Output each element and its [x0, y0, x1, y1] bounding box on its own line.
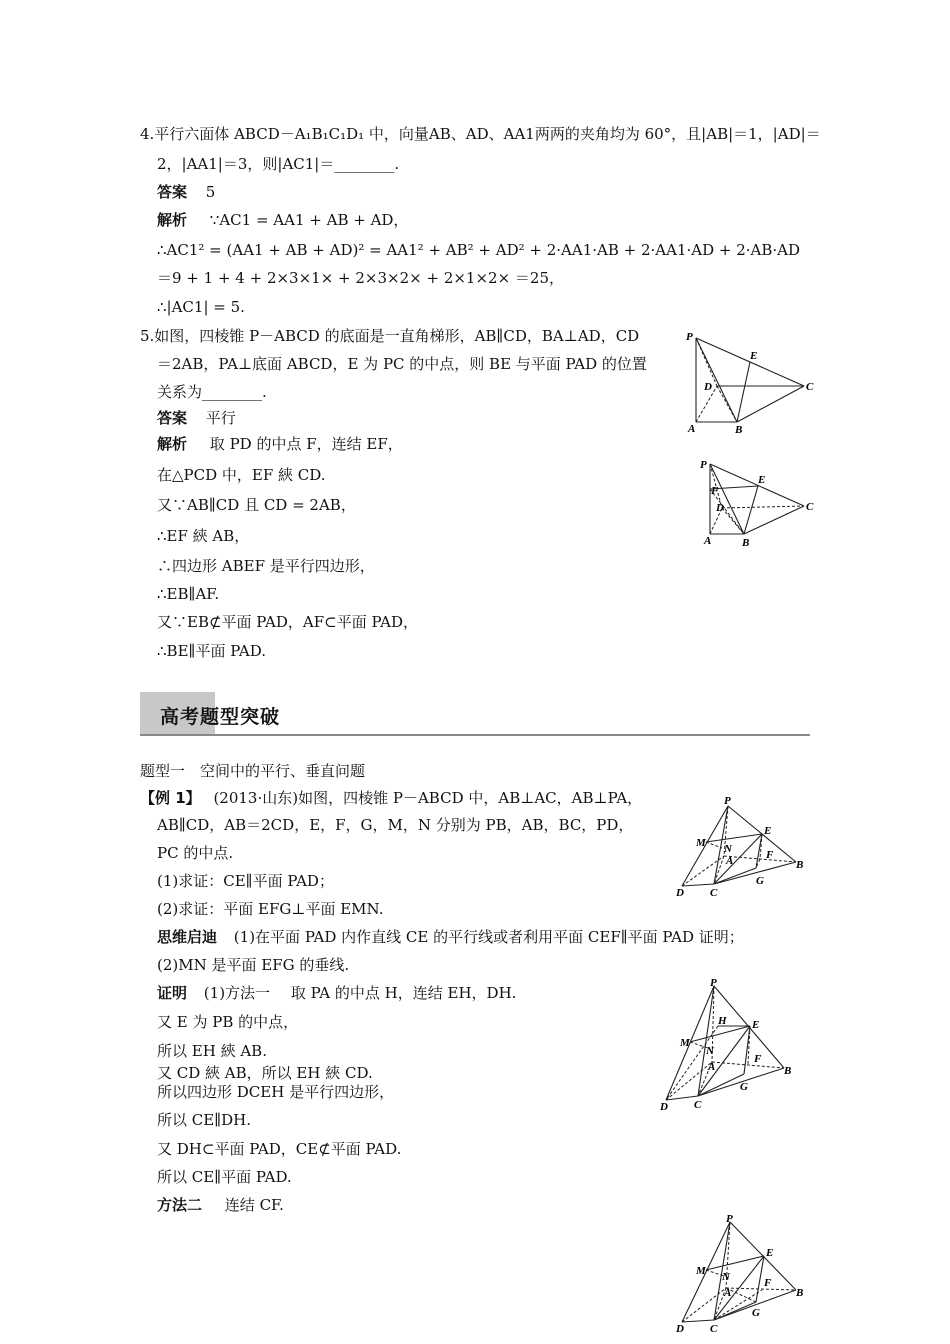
vertex-label: E: [764, 825, 772, 837]
vertex-label: N: [724, 843, 732, 855]
proof-line: 所以 EH 綊 AB.: [157, 1042, 267, 1060]
vertex-label: E: [752, 1019, 760, 1031]
vertex-label: A: [708, 1061, 716, 1073]
section-header: [140, 692, 810, 736]
type-title: 题型一 空间中的平行、垂直问题: [140, 762, 366, 780]
answer-label: 答案: [157, 409, 188, 427]
figure-pyramid-4: [656, 976, 806, 1114]
vertex-label: G: [752, 1307, 760, 1319]
answer-value: 平行: [205, 409, 236, 427]
vertex-label: M: [696, 837, 706, 849]
vertex-label: B: [796, 859, 804, 871]
vertex-label: E: [766, 1247, 774, 1259]
proof-row: [157, 1195, 284, 1215]
example1-line: AB∥CD，AB＝2CD，E，F，G，M，N 分别为 PB，AB，BC，PD，: [157, 816, 634, 834]
problem5-answer-row: [157, 408, 236, 428]
analysis-line: ∵AC1 = AA1 + AB + AD，: [209, 211, 409, 229]
analysis-line: 又∵AB∥CD 且 CD = 2AB，: [157, 496, 356, 514]
vertex-label: D: [716, 502, 724, 514]
problem4-line1: 4.平行六面体 ABCD－A₁B₁C₁D₁ 中，向量AB、AD、AA1两两的夹角均为 60°，且|AB|＝1，|AD|＝: [140, 125, 821, 143]
method1-label: (1)方法一: [203, 984, 271, 1002]
vertex-label: E: [750, 350, 758, 362]
vertex-label: A: [688, 423, 696, 435]
proof-line: 又 DH⊂平面 PAD，CE⊄平面 PAD.: [157, 1140, 402, 1158]
figure-pyramid-2: [696, 456, 824, 552]
proof-line: 所以 CE∥平面 PAD.: [157, 1168, 292, 1186]
hint-row: [157, 927, 744, 947]
vertex-label: D: [676, 1323, 684, 1335]
vertex-label: F: [711, 485, 719, 497]
vertex-label: B: [735, 424, 743, 436]
vertex-label: A: [704, 535, 712, 547]
vertex-label: C: [694, 1099, 702, 1111]
problem5-line: 关系为________.: [157, 383, 267, 401]
example1-text: (2013·山东)如图，四棱锥 P－ABCD 中，AB⊥AC，AB⊥PA，: [213, 789, 643, 807]
vertex-label: B: [742, 537, 750, 549]
example1-line: PC 的中点.: [157, 844, 234, 862]
analysis-line: ∴EF 綊 AB，: [157, 527, 250, 545]
vertex-label: P: [710, 977, 717, 989]
analysis-label: 解析: [157, 211, 188, 229]
vertex-label: G: [740, 1081, 748, 1093]
analysis-line: ∴四边形 ABEF 是平行四边形，: [157, 557, 375, 575]
vertex-label: C: [710, 1323, 718, 1335]
problem5-line: 5.如图，四棱锥 P－ABCD 的底面是一直角梯形，AB∥CD，BA⊥AD，CD: [140, 327, 640, 345]
vertex-label: F: [754, 1053, 762, 1065]
proof-line: 又 CD 綊 AB，所以 EH 綊 CD.: [157, 1064, 373, 1082]
vertex-label: C: [806, 501, 814, 513]
problem4-analysis-row: [157, 210, 408, 230]
proof-line: 所以四边形 DCEH 是平行四边形，: [157, 1083, 395, 1101]
example1-line: [140, 788, 642, 808]
vertex-label: D: [660, 1101, 668, 1113]
problem4-line2: 2，|AA1|＝3，则|AC1|＝________.: [157, 155, 400, 173]
proof-line: 所以 CE∥DH.: [157, 1111, 251, 1129]
figure-pyramid-1: [682, 326, 822, 438]
vertex-label: F: [764, 1277, 772, 1289]
vertex-label: P: [724, 795, 731, 807]
proof-row: [157, 983, 516, 1003]
figure-pyramid-5: [672, 1210, 812, 1336]
example1-line: (2)求证：平面 EFG⊥平面 EMN.: [157, 900, 384, 918]
vertex-label: B: [784, 1065, 792, 1077]
answer-value: 5: [205, 183, 216, 201]
figure-pyramid-3: [672, 792, 812, 900]
vertex-label: M: [680, 1037, 690, 1049]
proof-line: 取 PA 的中点 H，连结 EH，DH.: [290, 984, 517, 1002]
proof-line: 又 E 为 PB 的中点，: [157, 1013, 299, 1031]
vertex-label: P: [726, 1213, 733, 1225]
vertex-label: C: [710, 887, 718, 899]
vertex-label: D: [676, 887, 684, 899]
vertex-label: H: [718, 1015, 727, 1027]
problem5-line: ＝2AB，PA⊥底面 ABCD，E 为 PC 的中点，则 BE 与平面 PAD 的位置: [157, 355, 647, 373]
section-title: 高考题型突破: [160, 706, 281, 728]
vertex-label: P: [686, 331, 693, 343]
vertex-label: A: [726, 855, 734, 867]
problem4-answer-row: [157, 182, 215, 202]
vertex-label: F: [766, 849, 774, 861]
vertex-label: A: [724, 1287, 732, 1299]
proof-label: 证明: [157, 984, 188, 1002]
vertex-label: C: [806, 381, 814, 393]
example-label: 【例 1】: [140, 789, 201, 807]
analysis-line: ∴EB∥AF.: [157, 585, 220, 603]
analysis-line: 取 PD 的中点 F，连结 EF，: [209, 435, 403, 453]
hint-text: (2)MN 是平面 EFG 的垂线.: [157, 956, 350, 974]
vertex-label: P: [700, 459, 707, 471]
analysis-line: 在△PCD 中，EF 綊 CD.: [157, 466, 326, 484]
hint-label: 思维启迪: [157, 928, 218, 946]
vertex-label: G: [756, 875, 764, 887]
vertex-label: B: [796, 1287, 804, 1299]
vertex-label: D: [704, 381, 712, 393]
proof-line: 连结 CF.: [224, 1196, 284, 1214]
example1-line: (1)求证：CE∥平面 PAD；: [157, 872, 334, 890]
analysis-label: 解析: [157, 435, 188, 453]
vertex-label: E: [758, 474, 766, 486]
analysis-line: 又∵EB⊄平面 PAD，AF⊂平面 PAD，: [157, 613, 419, 631]
analysis-line: ∴|AC1| = 5.: [157, 298, 245, 316]
vertex-label: N: [706, 1045, 714, 1057]
analysis-line: ∴AC1² = (AA1 + AB + AD)² = AA1² + AB² + AD² + 2·AA1·AB + 2·AA1·AD + 2·AB·AD: [157, 241, 801, 259]
vertex-label: N: [722, 1271, 730, 1283]
problem5-analysis-row: [157, 434, 403, 454]
analysis-line: ＝9 + 1 + 4 + 2×3×1× + 2×3×2× + 2×1×2× ＝25，: [157, 269, 565, 287]
vertex-label: M: [696, 1265, 706, 1277]
analysis-line: ∴BE∥平面 PAD.: [157, 642, 267, 660]
answer-label: 答案: [157, 183, 188, 201]
method2-label: 方法二: [157, 1196, 203, 1214]
hint-text: (1)在平面 PAD 内作直线 CE 的平行线或者利用平面 CEF∥平面 PAD 证明；: [233, 928, 744, 946]
